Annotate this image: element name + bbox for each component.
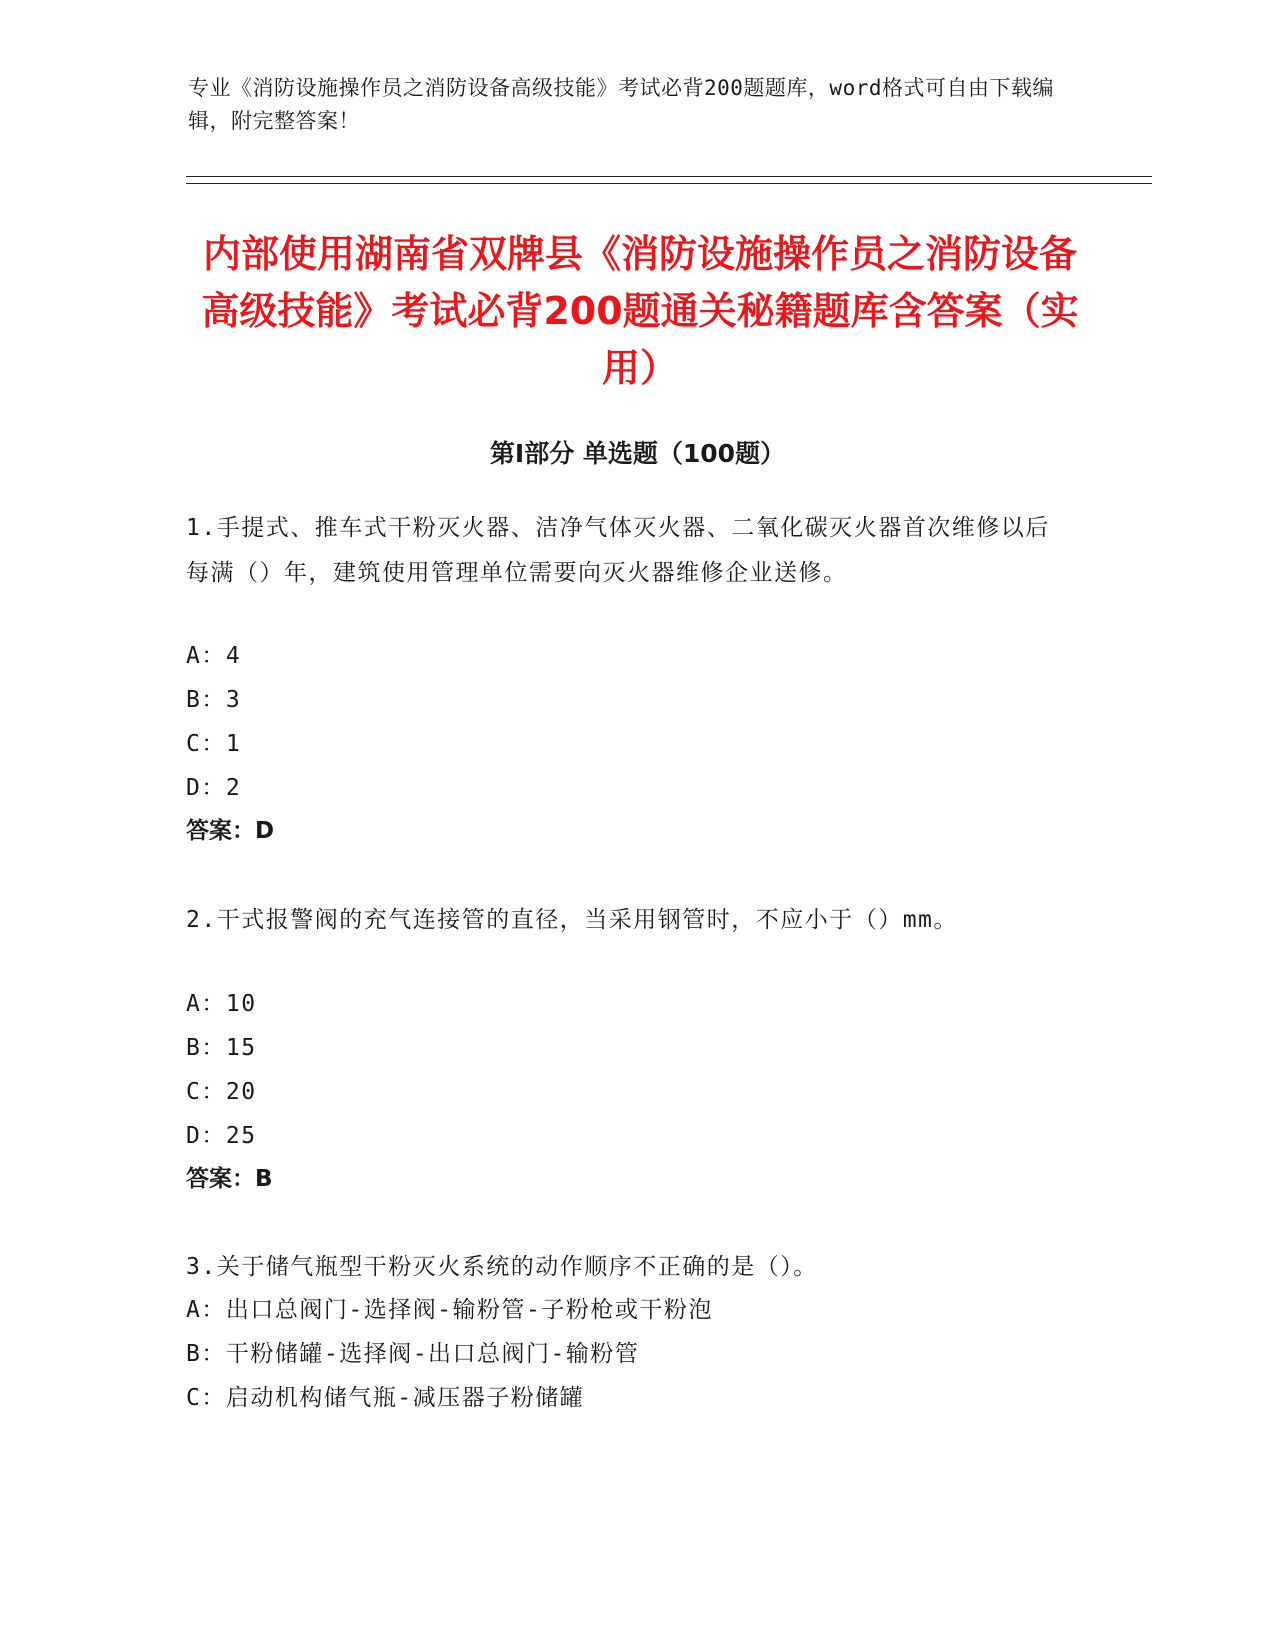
option-b: B：干粉储罐-选择阀-出口总阀门-输粉管 xyxy=(186,1341,640,1367)
question-stem: 2.干式报警阀的充气连接管的直径，当采用钢管时，不应小于（）mm。 xyxy=(186,907,958,933)
answer-value: B xyxy=(255,1166,273,1192)
header-note: 专业《消防设施操作员之消防设备高级技能》考试必背200题题库，word格式可自由下载编辑，附完整答案！ xyxy=(188,76,1054,133)
answer-line xyxy=(186,811,274,851)
option-a: A：10 xyxy=(186,991,257,1017)
option-b: B：3 xyxy=(186,687,242,713)
header-divider-bottom xyxy=(186,183,1152,184)
answer-value: D xyxy=(255,818,275,844)
document-title: 内部使用湖南省双牌县《消防设施操作员之消防设备高级技能》考试必背200题通关秘籍题库含答案（实用） xyxy=(201,232,1079,390)
option-c: C：启动机构储气瓶-减压器子粉储罐 xyxy=(186,1385,585,1411)
option-a: A：出口总阀门-选择阀-输粉管-子粉枪或干粉泡 xyxy=(186,1297,713,1323)
option-d: D：2 xyxy=(186,775,242,801)
header-divider-top xyxy=(186,176,1152,177)
option-c: C：20 xyxy=(186,1079,257,1105)
option-d: D：25 xyxy=(186,1123,257,1149)
answer-line xyxy=(186,1159,273,1199)
section-title: 第I部分 单选题（100题） xyxy=(489,439,786,468)
answer-label: 答案： xyxy=(186,818,255,844)
answer-label: 答案： xyxy=(186,1166,255,1192)
option-b: B：15 xyxy=(186,1035,257,1061)
question-stem: 1.手提式、推车式干粉灭火器、洁净气体灭火器、二氧化碳灭火器首次维修以后每满（）年，建筑使用管理单位需要向灭火器维修企业送修。 xyxy=(186,515,1050,586)
question-stem: 3.关于储气瓶型干粉灭火系统的动作顺序不正确的是（）。 xyxy=(186,1254,818,1280)
option-a: A：4 xyxy=(186,643,242,669)
option-c: C：1 xyxy=(186,731,242,757)
